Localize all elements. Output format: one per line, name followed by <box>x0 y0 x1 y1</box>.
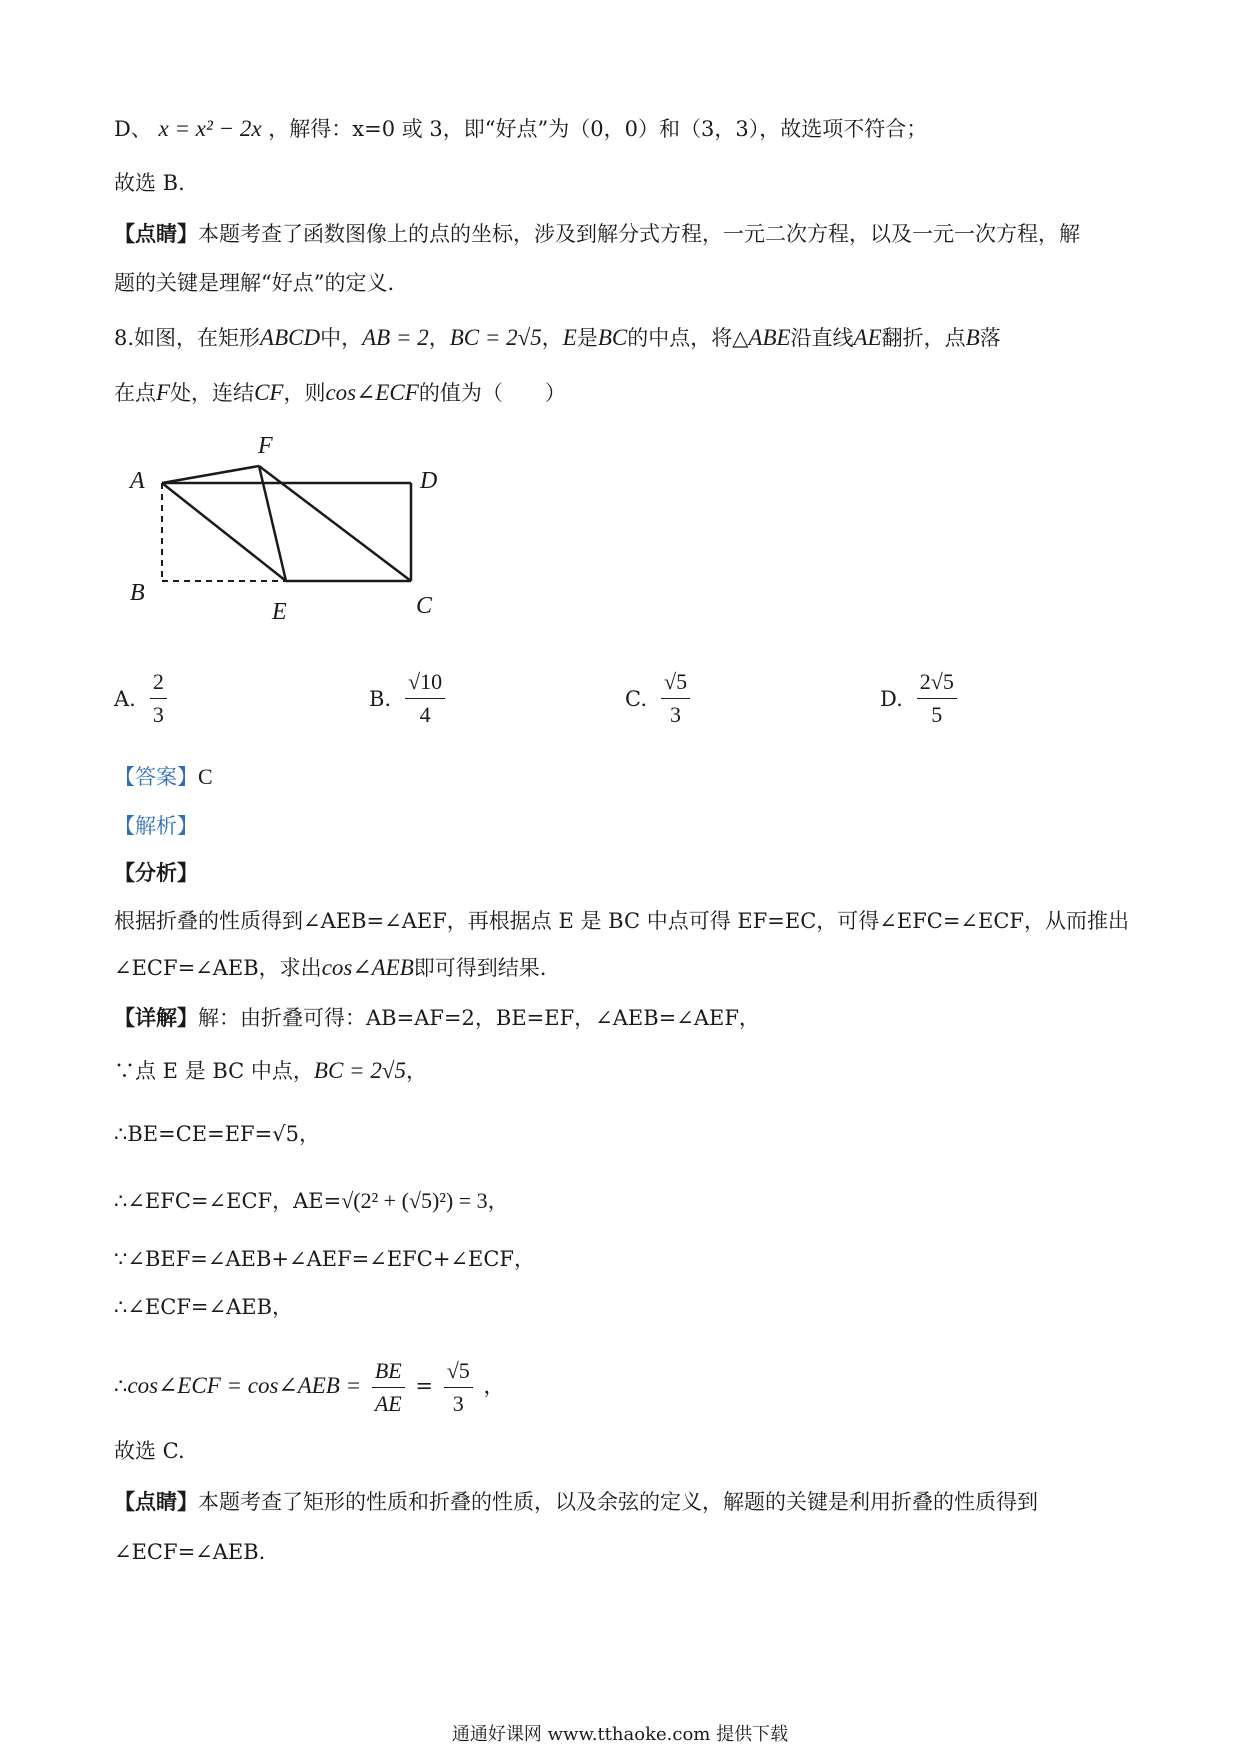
detail-frac1-num: BE <box>372 1357 405 1388</box>
q8-t1: 中， <box>320 326 363 350</box>
option-a-den: 3 <box>152 702 164 727</box>
option-b-label: B. <box>369 686 392 711</box>
detail-line2a: ∵点 E 是 BC 中点， <box>114 1059 314 1083</box>
detail-line2 <box>114 1056 427 1086</box>
q8-t5: 的中点，将△ <box>627 326 749 350</box>
option-c-label: C. <box>625 686 647 711</box>
fenxi-tag-text: 【分析】 <box>114 860 198 885</box>
detail-frac1-den: AE <box>374 1391 402 1416</box>
option-a-label: A. <box>114 686 136 711</box>
option-c <box>625 668 694 729</box>
q8-ab: AB = 2 <box>362 325 429 350</box>
option-b-frac <box>405 668 445 729</box>
option-d-prefix: D、 <box>114 117 152 141</box>
detail-line3: ∴BE=CE=EF=√5， <box>114 1122 320 1146</box>
fenxi-line2 <box>114 953 546 983</box>
question-8-line1 <box>114 323 1001 353</box>
q8-f: F <box>156 380 171 405</box>
option-b-num: √10 <box>405 668 445 699</box>
option-d-den: 5 <box>931 702 943 727</box>
detail-tag: 【详解】 <box>114 1005 198 1030</box>
comment-8-tag: 【点睛】 <box>114 1489 198 1514</box>
detail-eq: = <box>415 1374 433 1398</box>
comment-7-tag: 【点睛】 <box>114 221 198 246</box>
q8-t4: 是 <box>576 326 598 350</box>
comment-8-line2: ∠ECF=∠AEB. <box>114 1540 266 1564</box>
option-b <box>369 668 449 729</box>
comment-7-line2: 题的关键是理解“好点”的定义. <box>114 271 395 295</box>
option-c-den: 3 <box>670 702 682 727</box>
detail-line7a: ∴ <box>114 1374 128 1398</box>
geometry-figure <box>118 430 458 630</box>
label-c: C <box>416 593 433 619</box>
comment-7-text1: 本题考查了函数图像上的点的坐标，涉及到解分式方程，一元二次方程，以及一元一次方程，解 <box>198 222 1080 246</box>
detail-line4a: ∴∠EFC=∠ECF，AE= <box>114 1189 342 1213</box>
answer-value: C <box>198 764 213 789</box>
q8-line2c: ，则 <box>283 381 326 405</box>
q8-abcd: ABCD <box>260 325 321 350</box>
detail-frac1 <box>372 1357 405 1418</box>
q8-bc2: BC <box>597 325 628 350</box>
label-e: E <box>272 599 287 625</box>
detail-line7 <box>114 1357 504 1418</box>
detail-line1 <box>114 1003 760 1033</box>
option-c-num: √5 <box>661 668 690 699</box>
fenxi-line1: 根据折叠的性质得到∠AEB=∠AEF，再根据点 E 是 BC 中点可得 EF=EC，可得∠EFC=∠ECF，从而推出 <box>114 909 1129 933</box>
option-a-num: 2 <box>150 668 167 699</box>
label-a: A <box>130 468 145 494</box>
option-b-den: 4 <box>419 702 431 727</box>
option-d-frac <box>917 668 957 729</box>
answer-tag: 【答案】 <box>114 765 198 789</box>
q8-ae: AE <box>853 325 882 350</box>
option-d-num: 2√5 <box>917 668 957 699</box>
option-c-frac <box>661 668 690 729</box>
detail-frac2-den: 3 <box>452 1391 464 1416</box>
detail-frac2-num: √5 <box>444 1357 473 1388</box>
detail-line4c: ， <box>487 1189 509 1213</box>
edge-af <box>162 466 259 483</box>
q8-t2: ， <box>428 326 450 350</box>
label-d: D <box>420 468 438 494</box>
q8-cf: CF <box>254 380 284 405</box>
q8-line2a: 在点 <box>114 381 156 405</box>
option-d-formula: x = x² − 2x <box>158 116 262 141</box>
option-d <box>880 668 961 729</box>
option-a-frac <box>150 668 167 729</box>
detail-ae-formula: √(2² + (√5)²) = 3 <box>341 1188 488 1213</box>
detail-cos-eq: cos∠ECF = cos∠AEB = <box>127 1373 362 1398</box>
option-d-line <box>114 114 927 144</box>
q8-cos: cos∠ECF <box>325 380 419 405</box>
comment-7-line1 <box>114 219 1080 249</box>
answer-line <box>114 762 213 792</box>
q8-t7: 翻折，点 <box>881 326 966 350</box>
label-f: F <box>258 433 273 459</box>
detail-line4 <box>114 1186 509 1216</box>
comment-8-text1: 本题考查了矩形的性质和折叠的性质，以及余弦的定义，解题的关键是利用折叠的性质得到 <box>198 1490 1038 1514</box>
conclusion-c: 故选 C. <box>114 1439 185 1463</box>
detail-bc: BC = 2√5 <box>313 1058 406 1083</box>
label-b: B <box>130 580 145 606</box>
q8-t6: 沿直线 <box>790 326 854 350</box>
q8-e: E <box>562 325 577 350</box>
q8-t8: 落 <box>979 326 1001 350</box>
analysis-tag: 【解析】 <box>114 814 198 838</box>
fenxi-cos-aeb: cos∠AEB <box>321 955 414 980</box>
option-a <box>114 668 171 729</box>
question-8-line2 <box>114 378 566 408</box>
q8-line2b: 处，连结 <box>170 381 255 405</box>
q8-number: 8.如图，在矩形 <box>114 326 261 350</box>
comment-8-line1 <box>114 1487 1038 1517</box>
option-d-text: ，解得：x=0 或 3，即“好点”为（0，0）和（3，3），故选项不符合； <box>268 117 928 141</box>
conclusion-b: 故选 B. <box>114 171 185 195</box>
detail-line7c: ， <box>483 1374 505 1398</box>
footer-text: 通通好课网 www.tthaoke.com 提供下载 <box>451 1724 789 1745</box>
fenxi-line2c: 即可得到结果. <box>413 956 547 980</box>
detail-line5: ∵∠BEF=∠AEB+∠AEF=∠EFC+∠ECF， <box>114 1247 535 1271</box>
q8-t3: ， <box>541 326 563 350</box>
fenxi-tag <box>114 858 198 888</box>
detail-line6: ∴∠ECF=∠AEB， <box>114 1295 294 1319</box>
detail-line2c: ， <box>405 1059 427 1083</box>
detail-line1-text: 解：由折叠可得：AB=AF=2，BE=EF，∠AEB=∠AEF， <box>198 1006 760 1030</box>
q8-b: B <box>965 325 980 350</box>
q8-abe: ABE <box>748 325 791 350</box>
detail-frac2 <box>444 1357 473 1418</box>
q8-bc: BC = 2√5 <box>449 325 542 350</box>
option-d-label: D. <box>880 686 903 711</box>
fenxi-line2a: ∠ECF=∠AEB，求出 <box>114 956 322 980</box>
q8-line2d: 的值为（ ） <box>418 381 566 405</box>
